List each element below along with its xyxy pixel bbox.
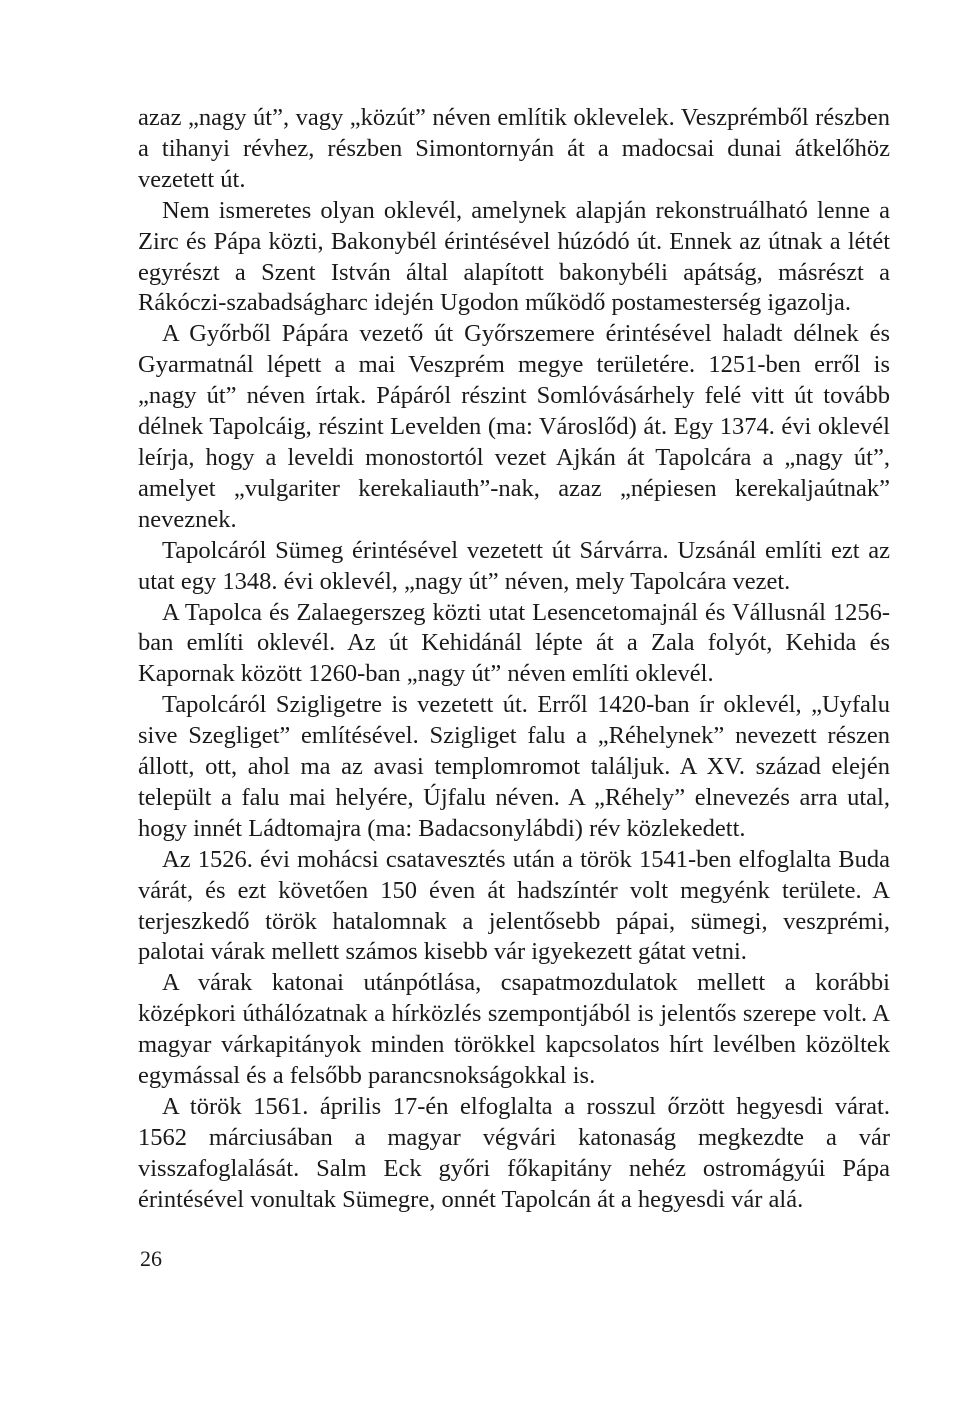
paragraph-6: Tapolcáról Szigligetre is vezetett út. Erről 1420-ban ír oklevél, „Uyfalu sive Szegliget” említésével. Szigliget falu a „Réhelynek” nevezett részen állott, ott, ahol ma az avasi templomromot találjuk. A XV. század elején települt a falu mai helyére, Újfalu néven. A „Réhely” elnevezés arra utal, hogy innét Ládtomajra (ma: Badacsonylábdi) rév közlekedett. bbox=[138, 691, 890, 842]
paragraph-2: Nem ismeretes olyan oklevél, amelynek alapján rekonstruálható lenne a Zirc és Pápa közti, Bakonybél érintésével húzódó út. Ennek az útnak a létét egyrészt a Szent István által alapított bakonybéli apátság, másrészt a Rákóczi-szabadságharc idején Ugodon működő postamesterség igazolja. bbox=[138, 196, 890, 317]
paragraph-8: A várak katonai utánpótlása, csapatmozdulatok mellett a korábbi középkori úthálózatnak a hírközlés szempontjából is jelentős szerepe volt. A magyar várkapitányok minden törökkel kapcsolatos hírt levélben közöltek egymással és a felsőbb parancsnokságokkal is. bbox=[138, 969, 890, 1090]
paragraph-3: A Győrből Pápára vezető út Győrszemere érintésével haladt délnek és Gyarmatnál lépett a mai Veszprém megye területére. 1251-ben erről is „nagy út” néven írtak. Pápáról részint Somlóvásárhely felé vitt út tovább délnek Tapolcáig, részint Levelden (ma: Városlőd) át. Egy 1374. évi oklevél leírja, hogy a leveldi monostortól vezet Ajkán át Tapolcára a „nagy út”, amelyet „vulgariter kerekaliauth”-nak, azaz „népiesen kerekaljaútnak” neveznek. bbox=[138, 320, 890, 533]
paragraph-1: azaz „nagy út”, vagy „közút” néven említik oklevelek. Veszprémből részben a tihanyi révhez, részben Simontornyán át a madocsai dunai átkelőhöz vezetett út. bbox=[138, 104, 890, 193]
paragraph-4: Tapolcáról Sümeg érintésével vezetett út Sárvárra. Uzsánál említi ezt az utat egy 1348. évi oklevél, „nagy út” néven, mely Tapolcára vezet. bbox=[138, 536, 890, 595]
paragraph-9: A török 1561. április 17-én elfoglalta a rosszul őrzött hegyesdi várat. 1562 márciusában a magyar végvári katonaság megkezdte a vár visszafoglalását. Salm Eck győri főkapitány nehéz ostromágyúi Pápa érintésével vonultak Sümegre, onnét Tapolcán át a hegyesdi vár alá. bbox=[138, 1093, 890, 1213]
page-body bbox=[138, 103, 890, 1216]
page-number: 26 bbox=[140, 1246, 162, 1271]
paragraph-5: A Tapolca és Zalaegerszeg közti utat Lesencetomajnál és Vállusnál 1256-ban említi oklevél. Az út Kehidánál lépte át a Zala folyót, Kehida és Kapornak között 1260-ban „nagy út” néven említi oklevél. bbox=[138, 598, 890, 688]
paragraph-7: Az 1526. évi mohácsi csatavesztés után a török 1541-ben elfoglalta Buda várát, és ezt követően 150 éven át hadszíntér volt megyénk területe. A terjeszkedő török hatalomnak a jelentősebb pápai, sümegi, veszprémi, palotai várak mellett számos kisebb vár igyekezett gátat vetni. bbox=[138, 845, 890, 966]
